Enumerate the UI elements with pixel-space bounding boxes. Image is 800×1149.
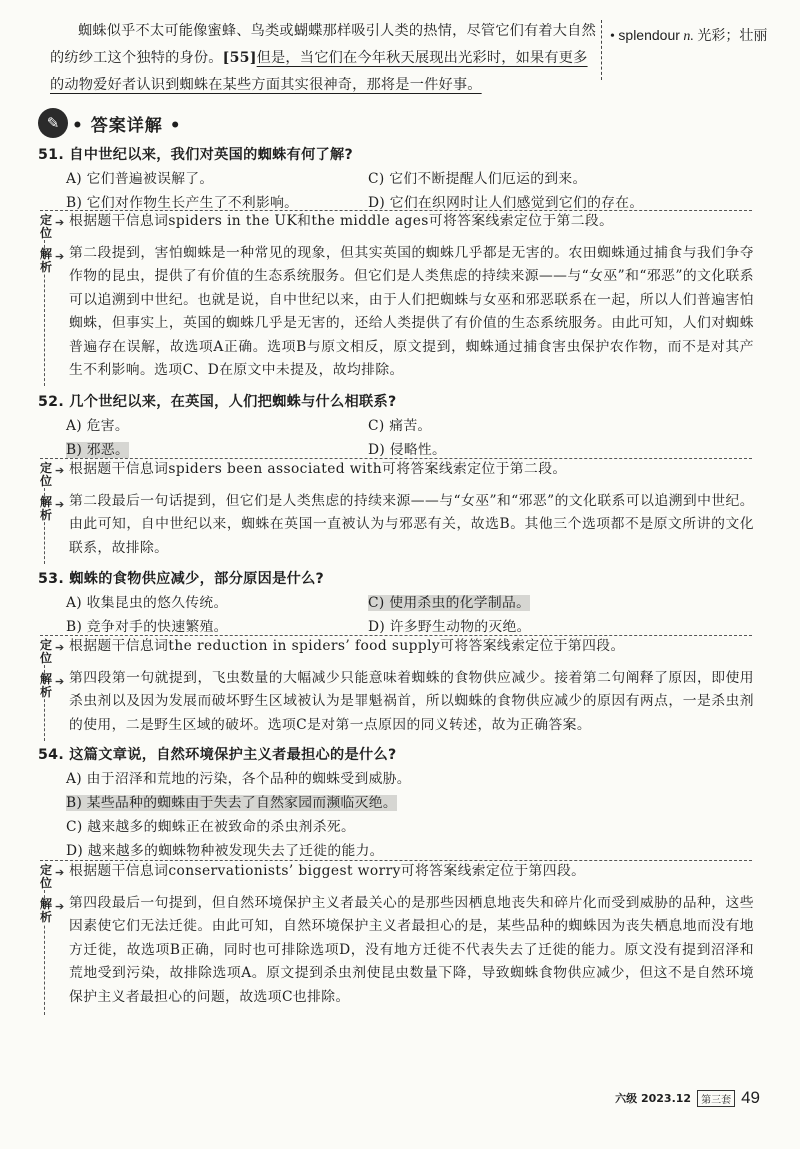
- option-52-c: C) 痛苦。: [368, 418, 432, 434]
- issue-label: 六级 2023.12: [615, 1092, 692, 1105]
- arrow-icon: ➔: [55, 641, 65, 654]
- q52-analysis: 第二段最后一句话提到，但它们是人类焦虑的持续来源——与“女巫”和“邪恶”的文化联系可以追溯到中世纪。由此可知，自中世纪以来，蜘蛛在英国一直被认为与邪恶有关，故选B。其他三个选项都不是原文所讲的文化联系，故排除。: [69, 493, 754, 556]
- arrow-icon: ➔: [55, 498, 65, 511]
- q54-locate: 根据题干信息词conservationists’ biggest worry可将答案线索定位于第四段。: [69, 863, 586, 879]
- option-53-c: C) 使用杀虫的化学制品。: [368, 595, 531, 611]
- option-52-b: B) 邪恶。: [66, 442, 130, 458]
- option-51-d: D) 它们在织网时让人们感觉到它们的存在。: [368, 195, 644, 211]
- arrow-icon: ➔: [55, 900, 65, 913]
- option-54-d: D) 越来越多的蜘蛛物种被发现失去了迁徙的能力。: [66, 843, 384, 859]
- page-footer: [615, 1088, 760, 1108]
- arrow-icon: ➔: [55, 250, 65, 263]
- question-52-stem: 52. 几个世纪以来，在英国，人们把蜘蛛与什么相联系?: [38, 394, 397, 410]
- q54-analysis: 第四段最后一句提到，但自然环境保护主义者最关心的是那些因栖息地丧失和碎片化而受到威胁的品种，这些因素使它们无法迁徙。由此可知，自然环境保护主义者最担心的是，某些品种的蜘蛛因为丧失栖息地而没有地方迁徙，故选项B正确，同时也可排除选项D，没有地方迁徙不代表失去了迁徙的能力。原文没有提到沼泽和荒地受到污染，故排除选项A。原文提到杀虫剂使昆虫数量下降，导致蜘蛛食物供应减少，但这不是自然环境保护主义者最担心的问题，故选项C也排除。: [69, 895, 754, 1005]
- option-53-d: D) 许多野生动物的灭绝。: [368, 619, 531, 635]
- option-54-b: B) 某些品种的蜘蛛由于失去了自然家园而濒临灭绝。: [66, 795, 397, 811]
- q51-analysis: 第二段提到，害怕蜘蛛是一种常见的现象，但其实英国的蜘蛛几乎都是无害的。农田蜘蛛通过捕食与我们争夺作物的昆虫，提供了有价值的生态系统服务。但它们是人类焦虑的持续来源——与“女巫”和“邪恶”的文化联系可以追溯到中世纪。也就是说，自中世纪以来，由于人们把蜘蛛与女巫和邪恶联系在一起，所以人们普遍害怕蜘蛛，但事实上，英国的蜘蛛几乎是无害的，还给人类提供了有价值的生态系统服务。由此可知，人们对蜘蛛普遍存在误解，故选项A正确。选项B与原文相反，原文提到，蜘蛛通过捕食害虫保护农作物，而不是对其产生不利影响。选项C、D在原文中未提及，故均排除。: [69, 245, 754, 379]
- option-54-c: C) 越来越多的蜘蛛正在被致命的杀虫剂杀死。: [66, 819, 356, 835]
- question-ref-55: [55]: [222, 50, 257, 66]
- option-52-a: A) 危害。: [66, 418, 129, 434]
- q51-locate: 根据题干信息词spiders in the UK和the middle ages可将答案线索定位于第二段。: [69, 213, 614, 229]
- arrow-icon: ➔: [55, 675, 65, 688]
- option-53-b: B) 竞争对手的快速繁殖。: [66, 619, 228, 635]
- option-51-a: A) 它们普遍被误解了。: [66, 171, 214, 187]
- divider: [601, 20, 602, 80]
- analyze-label: 解析: [39, 897, 52, 924]
- locate-label: 定位: [39, 863, 52, 890]
- section-title: • 答案详解 •: [72, 116, 182, 136]
- question-53-stem: 53. 蜘蛛的食物供应减少，部分原因是什么?: [38, 571, 325, 587]
- arrow-icon: ➔: [55, 866, 65, 879]
- arrow-icon: ➔: [55, 464, 65, 477]
- analyze-label: 解析: [39, 495, 52, 522]
- option-53-a: A) 收集昆虫的悠久传统。: [66, 595, 228, 611]
- option-54-a: A) 由于沼泽和荒地的污染，各个品种的蜘蛛受到威胁。: [66, 771, 411, 787]
- arrow-icon: ➔: [55, 216, 65, 229]
- lightbulb-icon: ✎: [38, 108, 68, 138]
- locate-label: 定位: [39, 461, 52, 488]
- option-51-b: B) 它们对作物生长产生了不利影响。: [66, 195, 299, 211]
- page-number: 49: [741, 1088, 760, 1107]
- volume-badge: 第三套: [697, 1090, 735, 1107]
- option-51-c: C) 它们不断提醒人们厄运的到来。: [368, 171, 587, 187]
- q53-locate: 根据题干信息词the reduction in spiders’ food supply可将答案线索定位于第四段。: [69, 638, 625, 654]
- question-54-stem: 54. 这篇文章说，自然环境保护主义者最担心的是什么?: [38, 747, 397, 763]
- analyze-label: 解析: [39, 247, 52, 274]
- locate-label: 定位: [39, 213, 52, 240]
- vocab-note: • splendour n. 光彩；壮丽: [610, 27, 768, 44]
- locate-label: 定位: [39, 638, 52, 665]
- q52-locate: 根据题干信息词spiders been associated with可将答案线索定位于第二段。: [69, 461, 567, 477]
- question-51-stem: 51. 自中世纪以来，我们对英国的蜘蛛有何了解?: [38, 147, 354, 163]
- option-52-d: D) 侵略性。: [368, 442, 447, 458]
- q53-analysis: 第四段第一句就提到，飞虫数量的大幅减少只能意味着蜘蛛的食物供应减少。接着第二句阐释了原因，即使用杀虫剂以及因为发展而破坏野生区域被认为是罪魁祸首，所以蜘蛛的食物供应减少的原因有两点，一是杀虫剂的使用，二是野生区域的破坏。选项C是对第一点原因的同义转述，故为正确答案。: [69, 670, 754, 733]
- passage-text: 蜘蛛似乎不太可能像蜜蜂、鸟类或蝴蝶那样吸引人类的热情，尽管它们有着大自然的纺纱工这个独特的身份。[55]但是，当它们在今年秋天展现出光彩时，如果有更多的动物爱好者认识到蜘蛛在某些方面其实很神奇，那将是一件好事。: [50, 23, 596, 93]
- analyze-label: 解析: [39, 672, 52, 699]
